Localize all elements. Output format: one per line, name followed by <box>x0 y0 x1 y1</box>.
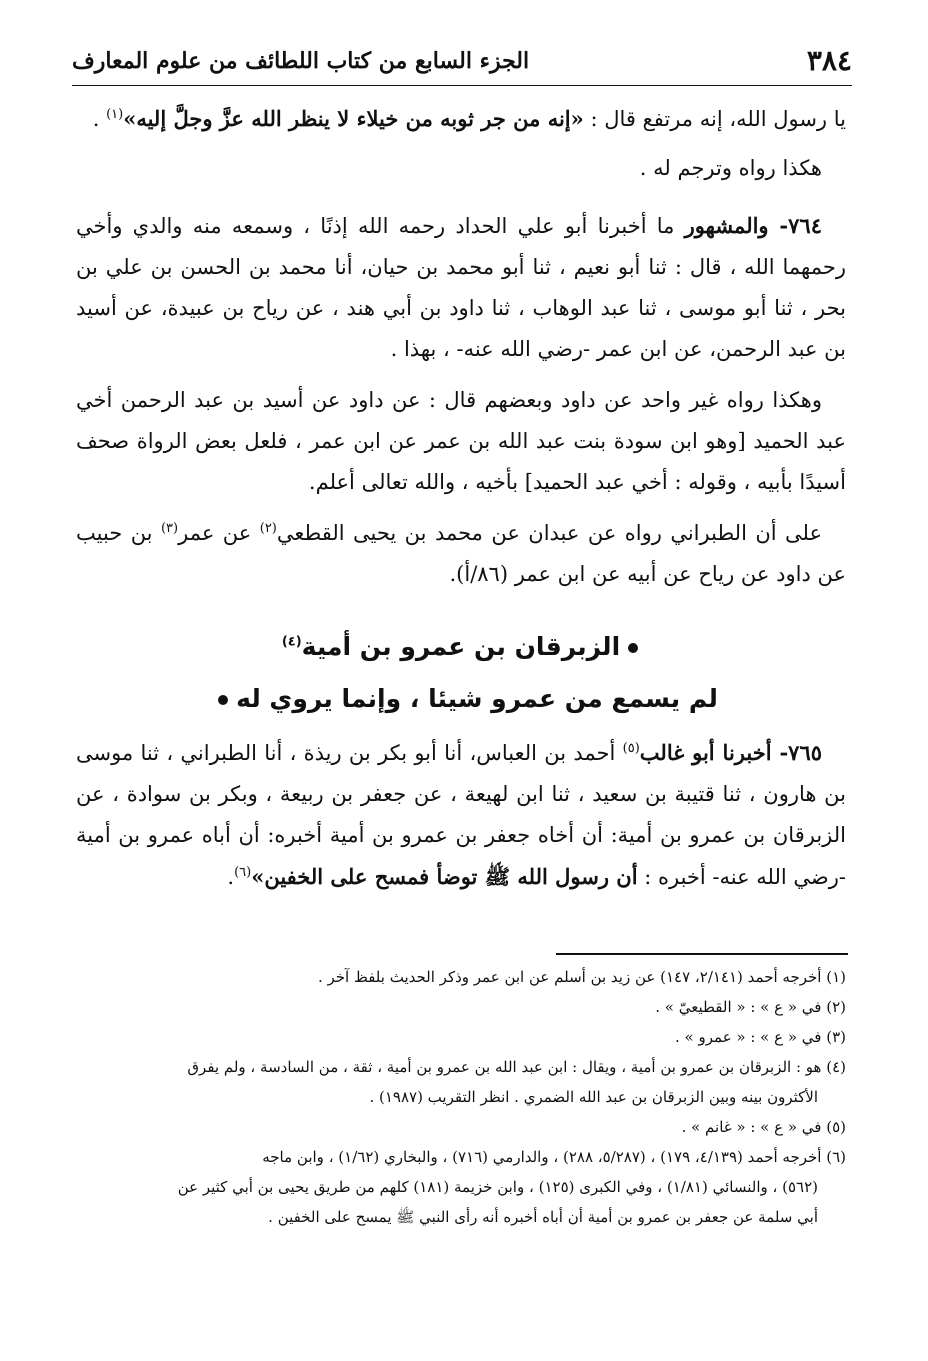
footnote-ref-1: (١) <box>106 107 124 122</box>
bullet-icon <box>218 695 228 705</box>
paragraph-765-text: أحمد بن العباس، أنا أبو بكر بن ريذة ، أنا الطبراني ، ثنا موسى بن هارون ، ثنا قتيبة بن سعيد ، ثنا ابن لهيعة ، عن جعفر بن ربيعة ، وبكر بن سوادة ، عن الزبرقان بن عمرو بن أمية: أن أخاه جعفر بن عمرو بن أمية أخبره: أن أباه عمرو بن أمية -رضي الله عنه- أخبره : <box>76 741 846 889</box>
header-rule <box>72 85 852 86</box>
section-heading-title: الزبرقان بن عمرو بن أمية <box>301 632 621 661</box>
footnote-4: (٤) هو : الزبرقان بن عمرو بن أمية ، ويقال : ابن عبد الله بن عمرو بن أمية ، ثقة ، من السادسة ، ولم يفرق <box>187 1058 846 1076</box>
paragraph-764 <box>76 205 846 370</box>
footnotes <box>76 962 846 1232</box>
footnote-ref-3: (٣) <box>160 521 179 536</box>
footnote-ref-4: (٤) <box>281 634 302 650</box>
main-text-block-2 <box>76 732 846 898</box>
page-header <box>72 40 852 86</box>
bullet-icon <box>628 643 638 653</box>
hadith-number-765: ٧٦٥- أخبرنا أبو غالب <box>639 740 823 765</box>
footnote-ref-6: (٦) <box>234 865 252 880</box>
footnote-1: (١) أخرجه أحمد (٢/١٤١، ١٤٧) عن زيد بن أسلم عن ابن عمر وذكر الحديث بلفظ آخر . <box>317 968 846 986</box>
footnote-3: (٣) في « ع » : « عمرو » . <box>675 1028 846 1046</box>
footnote-4-cont: الأكثرون بينه وبين الزبرقان بن عبد الله الضمري . انظر التقريب (١٩٨٧) . <box>369 1088 818 1106</box>
hadith-quote-2: أن رسول الله ﷺ توضأ فمسح على الخفين» <box>251 864 638 889</box>
paragraph-5 <box>76 513 846 595</box>
section-subheading-text: لم يسمع من عمرو شيئا ، وإنما يروي له <box>236 684 718 713</box>
paragraph-5-text-c: بن حبيب عن داود عن رياح عن أبيه عن ابن عمر (٨٦/أ). <box>76 521 846 586</box>
footnote-2: (٢) في « ع » : « القطيعيّ » . <box>655 998 846 1016</box>
paragraph-2: هكذا رواه وترجم له . <box>639 156 822 180</box>
main-text-block-1 <box>76 98 846 595</box>
paragraph-5-text-a: على أن الطبراني رواه عن عبدان عن محمد بن يحيى القطعي <box>276 521 822 545</box>
footnote-6-cont-2: أبي سلمة عن جعفر بن عمرو بن أمية أن أباه أخبره أنه رأى النبي ﷺ يمسح على الخفين . <box>268 1208 818 1226</box>
footnote-6: (٦) أخرجه أحمد (٤/١٣٩، ١٧٩) ، (٥/٢٨٧، ٢٨٨) ، والدارمي (٧١٦) ، والبخاري (١/٦٢) ، وابن ماجه <box>262 1148 846 1166</box>
section-heading <box>0 632 928 661</box>
footnote-separator <box>556 953 848 955</box>
footnote-6-cont-1: (٥٦٢) ، والنسائي (١/٨١) ، وفي الكبرى (١٢٥) ، وابن خزيمة (١٨١) كلهم من طريق يحيى بن أبي كثير عن <box>177 1178 818 1196</box>
page-number: ٣٨٤ <box>806 44 852 77</box>
paragraph-1-text: يا رسول الله، إنه مرتفع قال : <box>583 107 846 131</box>
paragraph-1-end: . <box>92 107 107 131</box>
paragraph-764-text: ما أخبرنا أبو علي الحداد رحمه الله إذنًا ، وسمعه منه والدي وأخي رحمهما الله ، قال : ثنا أبو نعيم ، ثنا أبو محمد بن حيان، أنا محمد بن الحسن بن علي بن بحر ، ثنا أبو موسى ، ثنا عبد الوهاب ، ثنا داود بن أبي هند ، عن رياح بن عبيدة، عن أسيد بن عبد الرحمن، عن ابن عمر -رضي الله عنه- ، بهذا . <box>76 214 846 361</box>
footnote-ref-5: (٥) <box>622 741 640 756</box>
paragraph-765-end: . <box>227 865 235 889</box>
footnote-5: (٥) في « ع » : « غانم » . <box>681 1118 846 1136</box>
paragraph-765 <box>76 732 846 898</box>
hadith-quote-1: «إنه من جر ثوبه من خيلاء لا ينظر الله عزَّ وجلَّ إليه» <box>123 106 584 131</box>
section-subheading <box>0 684 928 713</box>
paragraph-4: وهكذا رواه غير واحد عن داود وبعضهم قال : عن داود عن أسيد بن عبد الرحمن أخي عبد الحميد [وهو ابن سودة بنت عبد الله بن عمر عن ابن عمر ، فلعل بعض الرواة صحف أسيدًا بأبيه ، وقوله : أخي عبد الحميد] بأخيه ، والله تعالى أعلم. <box>76 388 846 494</box>
hadith-number-764: ٧٦٤- والمشهور <box>684 213 822 238</box>
paragraph-1 <box>76 98 846 140</box>
footnote-ref-2: (٢) <box>259 521 277 536</box>
running-title: الجزء السابع من كتاب اللطائف من علوم المعارف <box>72 48 530 74</box>
paragraph-5-text-b: عن عمر <box>178 521 260 545</box>
